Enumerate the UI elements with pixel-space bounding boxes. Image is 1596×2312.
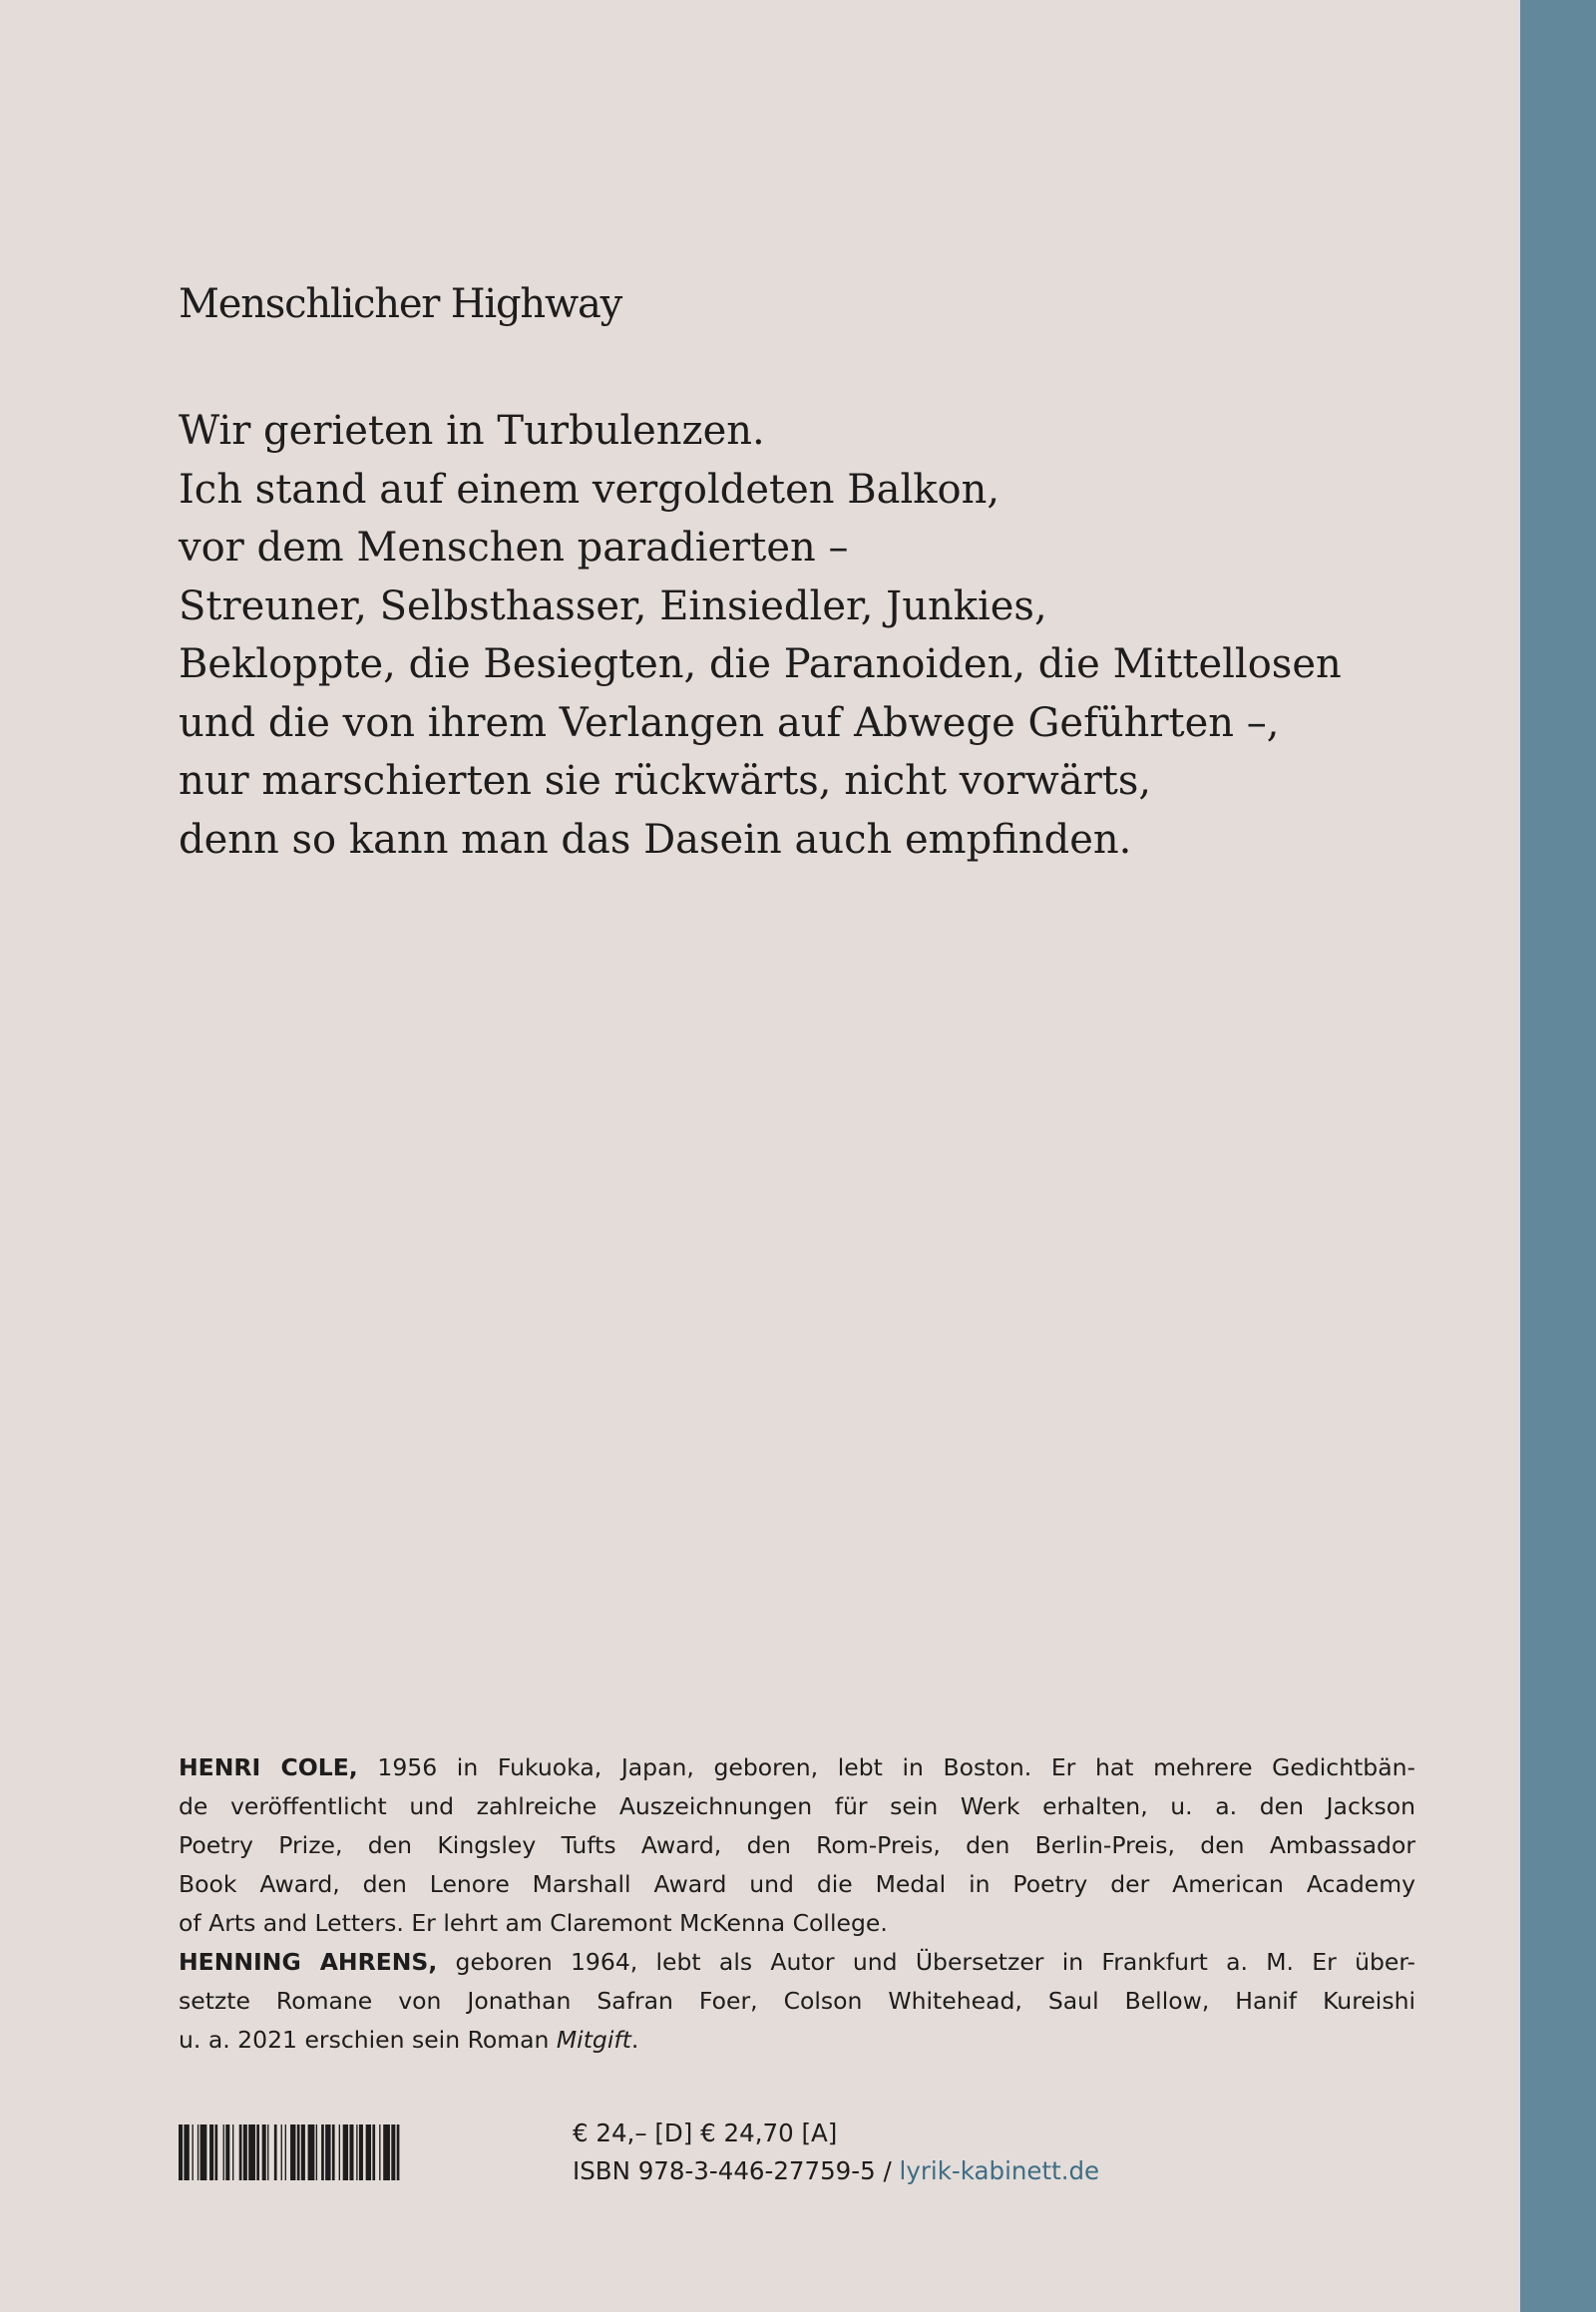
barcode-bar: [297, 2124, 300, 2180]
barcode-bar: [225, 2124, 229, 2180]
barcode-bar: [281, 2124, 282, 2180]
translator-name: HENNING AHRENS,: [179, 1948, 438, 1976]
author-biography: [179, 1748, 1415, 2060]
isbn-label: ISBN 978-3-446-27759-5 /: [573, 2156, 900, 2185]
poem-line: vor dem Menschen paradierten –: [179, 525, 849, 571]
barcode-bar: [349, 2124, 353, 2180]
barcode-bar: [308, 2124, 315, 2180]
poem-line: Wir gerieten in Turbulenzen.: [179, 408, 765, 454]
spine-color-strip: [1520, 0, 1596, 2312]
poem-line: Streuner, Selbsthasser, Einsiedler, Junkies,: [179, 582, 1047, 629]
barcode-bar: [285, 2124, 286, 2180]
barcode-bar: [339, 2124, 340, 2180]
barcode-bar: [193, 2124, 194, 2180]
barcode-bar: [256, 2124, 259, 2180]
novel-title: Mitgift: [556, 2026, 631, 2054]
barcode-bar: [391, 2124, 395, 2180]
barcode-bar: [262, 2124, 266, 2180]
barcode-bar: [301, 2124, 305, 2180]
isbn-line: [573, 2152, 1099, 2190]
bio-text: 1956 in Fukuoka, Japan, geboren, lebt in Boston. Er hat mehrere Gedichtbän-: [357, 1753, 1415, 1781]
barcode-bar: [200, 2124, 207, 2180]
barcode-icon: [179, 2124, 525, 2180]
barcode-bar: [325, 2124, 330, 2180]
barcode-bar: [379, 2124, 380, 2180]
barcode-bar: [274, 2124, 277, 2180]
barcode-bar: [267, 2124, 268, 2180]
barcode-bar: [356, 2124, 357, 2180]
poem-line: Bekloppte, die Besiegten, die Paranoiden, die Mittellosen: [179, 641, 1342, 687]
barcode-bar: [239, 2124, 242, 2180]
barcode-bar: [321, 2124, 324, 2180]
barcode-bar: [214, 2124, 217, 2180]
poem-line: und die von ihrem Verlangen auf Abwege Geführten –,: [179, 699, 1280, 746]
barcode-bar: [332, 2124, 335, 2180]
barcode-bar: [372, 2124, 375, 2180]
barcode-bar: [179, 2124, 183, 2180]
bio-line: Book Award, den Lenore Marshall Award und die Medal in Poetry der American Academy: [179, 1870, 1415, 1898]
barcode-bar: [397, 2124, 400, 2180]
barcode-bar: [209, 2124, 213, 2180]
bio-line: [179, 1748, 1415, 1787]
poem-body: [179, 402, 1425, 869]
barcode-bar: [366, 2124, 371, 2180]
bio-line: Poetry Prize, den Kingsley Tufts Award, den Rom-Preis, den Berlin-Preis, den Ambassador: [179, 1831, 1415, 1859]
barcode-bar: [290, 2124, 295, 2180]
website-link[interactable]: lyrik-kabinett.de: [899, 2156, 1100, 2185]
barcode-bar: [316, 2124, 317, 2180]
bio-line: [179, 2021, 1415, 2060]
poem-line: nur marschierten sie rückwärts, nicht vorwärts,: [179, 758, 1152, 804]
bio-line: de veröffentlicht und zahlreiche Auszeichnungen für sein Werk erhalten, u. a. den Jackson: [179, 1792, 1415, 1820]
barcode-bar: [383, 2124, 390, 2180]
poem-line: Ich stand auf einem vergoldeten Balkon,: [179, 466, 1000, 513]
bio-line: setzte Romane von Jonathan Safran Foer, Colson Whitehead, Saul Bellow, Hanif Kureishi: [179, 1987, 1415, 2015]
price-isbn-block: [573, 2115, 1099, 2190]
barcode-bar: [198, 2124, 199, 2180]
barcode-bar: [248, 2124, 255, 2180]
bio-text: .: [630, 2026, 639, 2054]
price-label: € 24,– [D] € 24,70 [A]: [573, 2119, 838, 2147]
bio-line: [179, 1943, 1415, 1982]
barcode-bar: [243, 2124, 247, 2180]
barcode-bar: [184, 2124, 189, 2180]
barcode-bar: [359, 2124, 363, 2180]
bio-text: geboren 1964, lebt als Autor und Übersetzer in Frankfurt a. M. Er über-: [437, 1948, 1415, 1976]
barcode-bar: [223, 2124, 224, 2180]
bio-text: u. a. 2021 erschien sein Roman: [179, 2026, 557, 2054]
bio-line: of Arts and Letters. Er lehrt am Claremont McKenna College.: [179, 1909, 888, 1937]
barcode-bar: [343, 2124, 348, 2180]
poem-title: Menschlicher Highway: [179, 281, 622, 327]
author-name: HENRI COLE,: [179, 1753, 358, 1781]
poem-line: denn so kann man das Dasein auch empfinden.: [179, 816, 1132, 863]
barcode-bar: [232, 2124, 233, 2180]
